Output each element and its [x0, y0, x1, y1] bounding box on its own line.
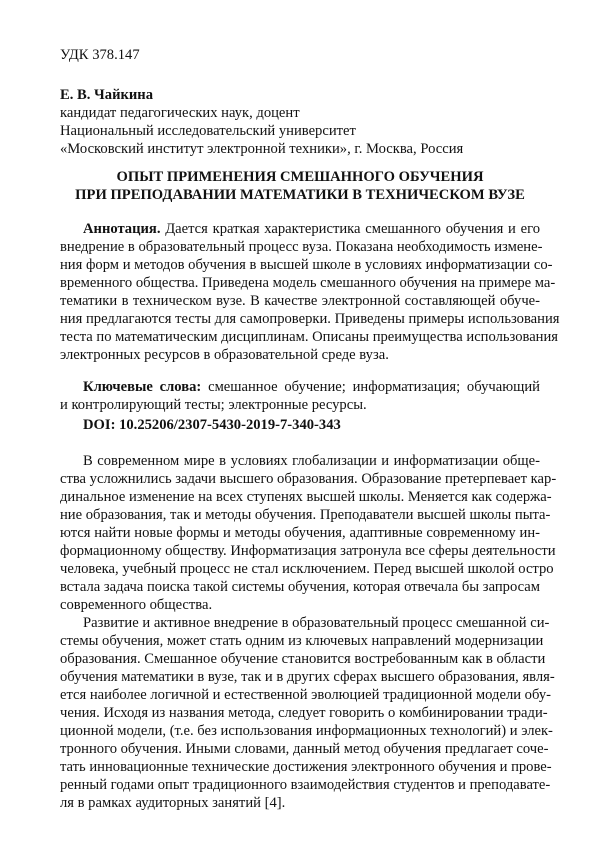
keywords-line: и контролирующий тесты; электронные ресурсы. — [60, 397, 367, 413]
abstract-line: тематики в техническом вузе. В качестве электронной составляющей обуче- — [60, 293, 540, 309]
body-paragraph-line: ется наиболее логичной и естественной эволюцией традиционной модели обу- — [60, 687, 552, 703]
body-paragraph-line: ние образования, так и методы обучения. Преподаватели высшей школы пыта- — [60, 507, 551, 523]
keywords-text: смешанное обучение; информатизация; обучающий — [208, 379, 540, 395]
abstract-line: электронных ресурсов в образовательной среде вуза. — [60, 347, 389, 363]
body-paragraph-line: Развитие и активное внедрение в образовательный процесс смешанной си- — [83, 615, 550, 631]
body-paragraph-line: образования. Смешанное обучение становится востребованным как в области — [60, 651, 546, 667]
author-affiliation-line: кандидат педагогических наук, доцент — [60, 105, 300, 121]
abstract-label: Аннотация. — [83, 221, 161, 237]
author-name: Е. В. Чайкина — [60, 87, 153, 103]
body-paragraph-line: В современном мире в условиях глобализации и информатизации обще- — [83, 453, 540, 469]
body-paragraph-line: встала задача поиска такой системы обучения, которая отвечала бы запросам — [60, 579, 540, 595]
body-paragraph-line: ются найти новые формы и методы обучения, адаптивные современному ин- — [60, 525, 540, 541]
abstract-line: ния предлагаются тесты для самопроверки. Приведены примеры использования — [60, 311, 560, 327]
abstract-text: Дается краткая характеристика смешанного обучения и его — [165, 221, 540, 237]
body-paragraph-line: ства усложнились задачи высшего образования. Образование претерпевает кар- — [60, 471, 557, 487]
body-paragraph-line: тать инновационные технические достижения электронного обучения и прове- — [60, 759, 552, 775]
keywords-label: Ключевые слова: — [83, 379, 202, 395]
author-affiliation-line: Национальный исследовательский университет — [60, 123, 356, 139]
body-paragraph-line: формационному обществу. Информатизация затронула все сферы деятельности — [60, 543, 556, 559]
body-paragraph-line: стемы обучения, может стать одним из ключевых направлений модернизации — [60, 633, 544, 649]
doi: DOI: 10.25206/2307-5430-2019-7-340-343 — [83, 417, 341, 433]
body-paragraph-line: чения. Исходя из названия метода, следует говорить о комбинировании тради- — [60, 705, 548, 721]
udk-code: УДК 378.147 — [60, 47, 140, 63]
body-paragraph-line: обучения математики в вузе, так и в других сферах высшего образования, явля- — [60, 669, 555, 685]
author-affiliation-line: «Московский институт электронной техники», г. Москва, Россия — [60, 141, 464, 157]
body-paragraph-line: человека, учебный процесс не стал исключением. Перед высшей школой остро — [60, 561, 554, 577]
article-title-line: ПРИ ПРЕПОДАВАНИИ МАТЕМАТИКИ В ТЕХНИЧЕСКОМ ВУЗЕ — [75, 187, 525, 203]
body-paragraph-line: ционной модели, (т.е. без использования информационных технологий) и элек- — [60, 723, 553, 739]
body-paragraph-line: ренный годами опыт традиционного взаимодействия студентов и преподавате- — [60, 777, 551, 793]
abstract-line: временного общества. Приведена модель смешанного обучения на примере ма- — [60, 275, 556, 291]
abstract-line: ния форм и методов обучения в высшей школе в условиях информатизации со- — [60, 257, 553, 273]
body-paragraph-line: современного общества. — [60, 597, 213, 613]
abstract-line: теста по математическим дисциплинам. Описаны преимущества использования — [60, 329, 559, 345]
body-paragraph-line: тронного обучения. Иными словами, данный метод обучения предлагает соче- — [60, 741, 549, 757]
abstract-line: внедрение в образовательный процесс вуза. Показана необходимость измене- — [60, 239, 543, 255]
abstract-first-line — [83, 220, 540, 238]
keywords-first-line — [83, 378, 540, 396]
body-paragraph-line: ля в рамках аудиторных занятий [4]. — [60, 795, 286, 811]
body-paragraph-line: динальное изменение на всех ступенях высшей школы. Меняется как содержа- — [60, 489, 552, 505]
article-title-line: ОПЫТ ПРИМЕНЕНИЯ СМЕШАННОГО ОБУЧЕНИЯ — [116, 169, 484, 185]
